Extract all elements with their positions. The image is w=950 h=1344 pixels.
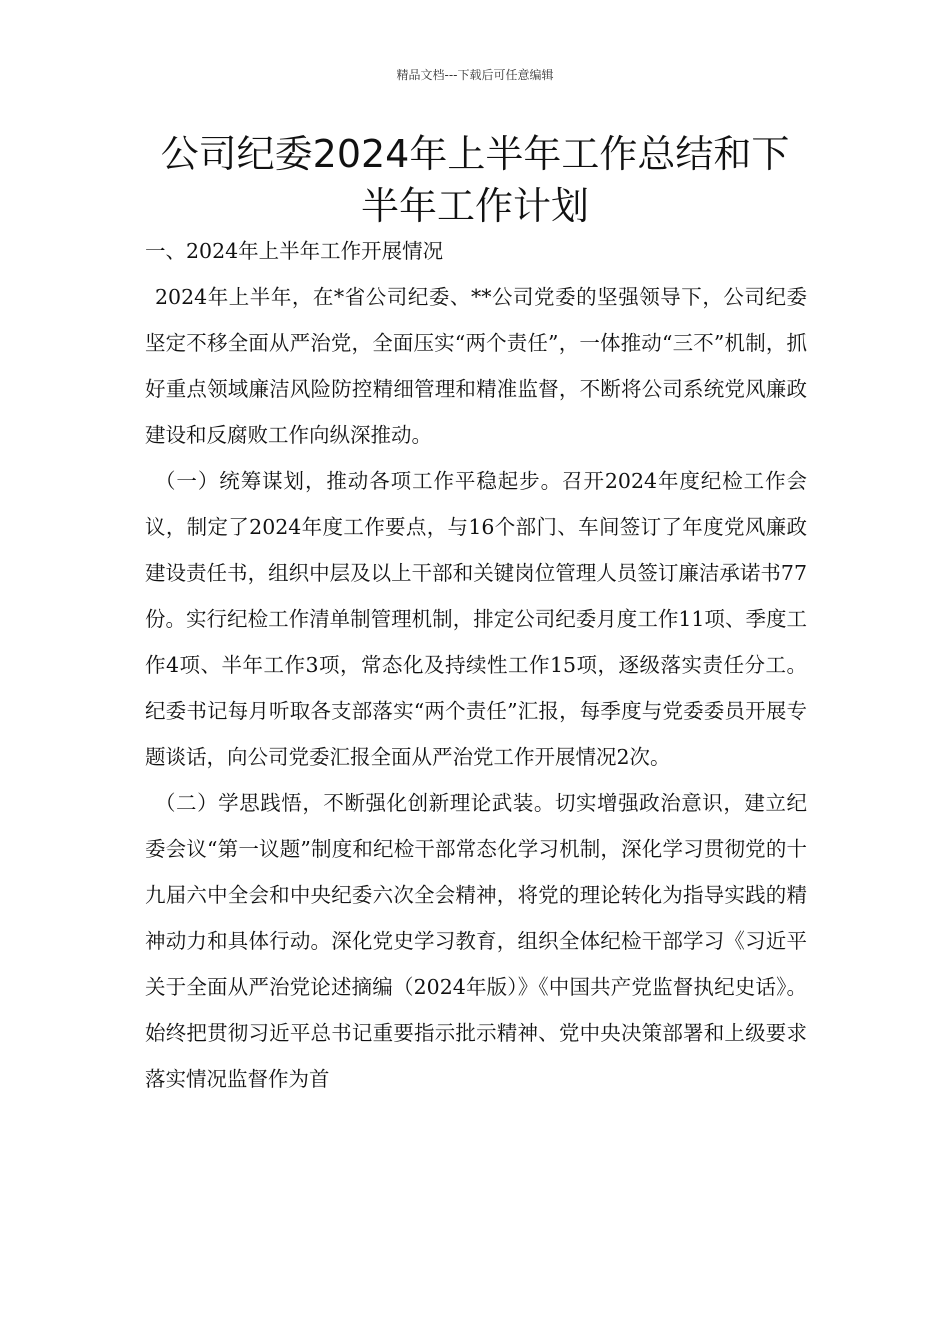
- title-line-2: 半年工作计划: [360, 184, 589, 228]
- page-header: [0, 67, 950, 83]
- paragraph-planning: （一）统筹谋划，推动各项工作平稳起步。召开2024年度纪检工作会议，制定了2024年度工作要点，与16个部门、车间签订了年度党风廉政建设责任书，组织中层及以上干部和关键岗位管理人员签订廉洁承诺书77份。实行纪检工作清单制管理机制，排定公司纪委月度工作11项、季度工作4项、半年工作3项，常态化及持续性工作15项，逐级落实责任分工。纪委书记每月听取各支部落实“两个责任”汇报，每季度与党委委员开展专题谈话，向公司党委汇报全面从严治党工作开展情况2次。: [145, 469, 807, 769]
- document-title: [145, 128, 805, 232]
- section-heading: 一、2024年上半年工作开展情况: [145, 239, 444, 263]
- paragraph-intro: 2024年上半年，在*省公司纪委、**公司党委的坚强领导下，公司纪委坚定不移全面从严治党，全面压实“两个责任”，一体推动“三不”机制，抓好重点领域廉洁风险防控精细管理和精准监督，不断将公司系统党风廉政建设和反腐败工作向纵深推动。: [145, 285, 807, 447]
- header-text: 精品文档---下载后可任意编辑: [396, 68, 554, 82]
- title-line-1: 公司纪委2024年上半年工作总结和下: [160, 132, 790, 176]
- paragraph-study: （二）学思践悟，不断强化创新理论武装。切实增强政治意识，建立纪委会议“第一议题”制度和纪检干部常态化学习机制，深化学习贯彻党的十九届六中全会和中央纪委六次全会精神，将党的理论转化为指导实践的精神动力和具体行动。深化党史学习教育，组织全体纪检干部学习《习近平关于全面从严治党论述摘编（2024年版）》《中国共产党监督执纪史话》。始终把贯彻习近平总书记重要指示批示精神、党中央决策部署和上级要求落实情况监督作为首: [145, 791, 807, 1091]
- document-body: [145, 228, 807, 1102]
